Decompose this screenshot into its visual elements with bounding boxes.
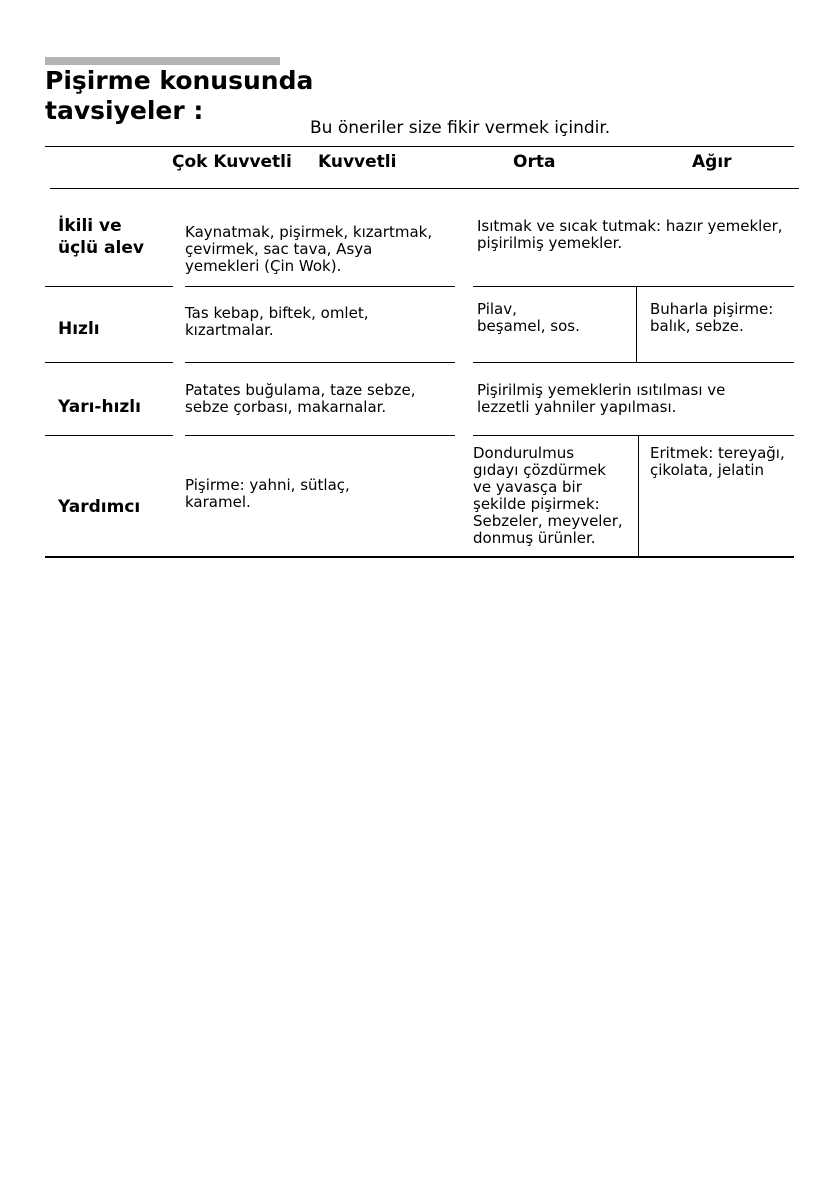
cell-ikili-kuvvetli: Kaynatmak, pişirmek, kızartmak, çevirmek, sac tava, Asya yemekleri (Çin Wok).: [185, 223, 433, 275]
row-rule: [473, 362, 794, 363]
table-top-rule: [45, 146, 794, 147]
row-label-yari-hizli: Yarı-hızlı: [58, 397, 141, 417]
column-divider: [636, 287, 637, 362]
row-label-yardimci: Yardımcı: [58, 497, 141, 517]
header-rule: [50, 188, 799, 189]
row-rule: [45, 362, 173, 363]
subtitle: Bu öneriler size fikir vermek içindir.: [310, 118, 611, 138]
cell-hizli-agir: Buharla pişirme: balık, sebze.: [650, 300, 774, 335]
title-accent-bar: [45, 57, 280, 65]
row-rule: [185, 286, 455, 287]
table-bottom-rule: [45, 556, 794, 558]
header-orta: Orta: [513, 152, 556, 172]
row-rule: [45, 286, 173, 287]
cell-hizli-orta: Pilav, beşamel, sos.: [477, 300, 580, 335]
title-line-2: tavsiyeler :: [45, 96, 204, 125]
cell-yari-orta-agir: Pişirilmiş yemeklerin ısıtılması ve lezzetli yahniler yapılması.: [477, 381, 726, 416]
title-line-1: Pişirme konusunda: [45, 66, 314, 95]
header-agir: Ağır: [692, 152, 732, 172]
row-rule: [45, 435, 173, 436]
cell-yardimci-kuvvetli: Pişirme: yahni, sütlaç, karamel.: [185, 476, 350, 511]
header-cok-kuvvetli: Çok Kuvvetli: [172, 152, 292, 172]
cell-ikili-orta-agir: Isıtmak ve sıcak tutmak: hazır yemekler, pişirilmiş yemekler.: [477, 217, 783, 252]
row-rule: [185, 362, 455, 363]
column-divider: [638, 436, 639, 556]
cell-hizli-kuvvetli: Tas kebap, biftek, omlet, kızartmalar.: [185, 304, 369, 339]
page-title: [45, 66, 313, 126]
row-label-ikili: İkili ve üçlü alev: [58, 216, 144, 258]
cell-yardimci-agir: Eritmek: tereyağı, çikolata, jelatin: [650, 444, 785, 479]
row-label-hizli: Hızlı: [58, 319, 100, 339]
header-kuvvetli: Kuvvetli: [318, 152, 397, 172]
cell-yari-kuvvetli: Patates buğulama, taze sebze, sebze çorbası, makarnalar.: [185, 381, 416, 416]
row-rule: [185, 435, 455, 436]
row-rule: [473, 435, 794, 436]
cell-yardimci-orta: Dondurulmus gıdayı çözdürmek ve yavasça bir şekilde pişirmek: Sebzeler, meyveler, donmuş ürünler.: [473, 444, 623, 547]
row-rule: [473, 286, 794, 287]
